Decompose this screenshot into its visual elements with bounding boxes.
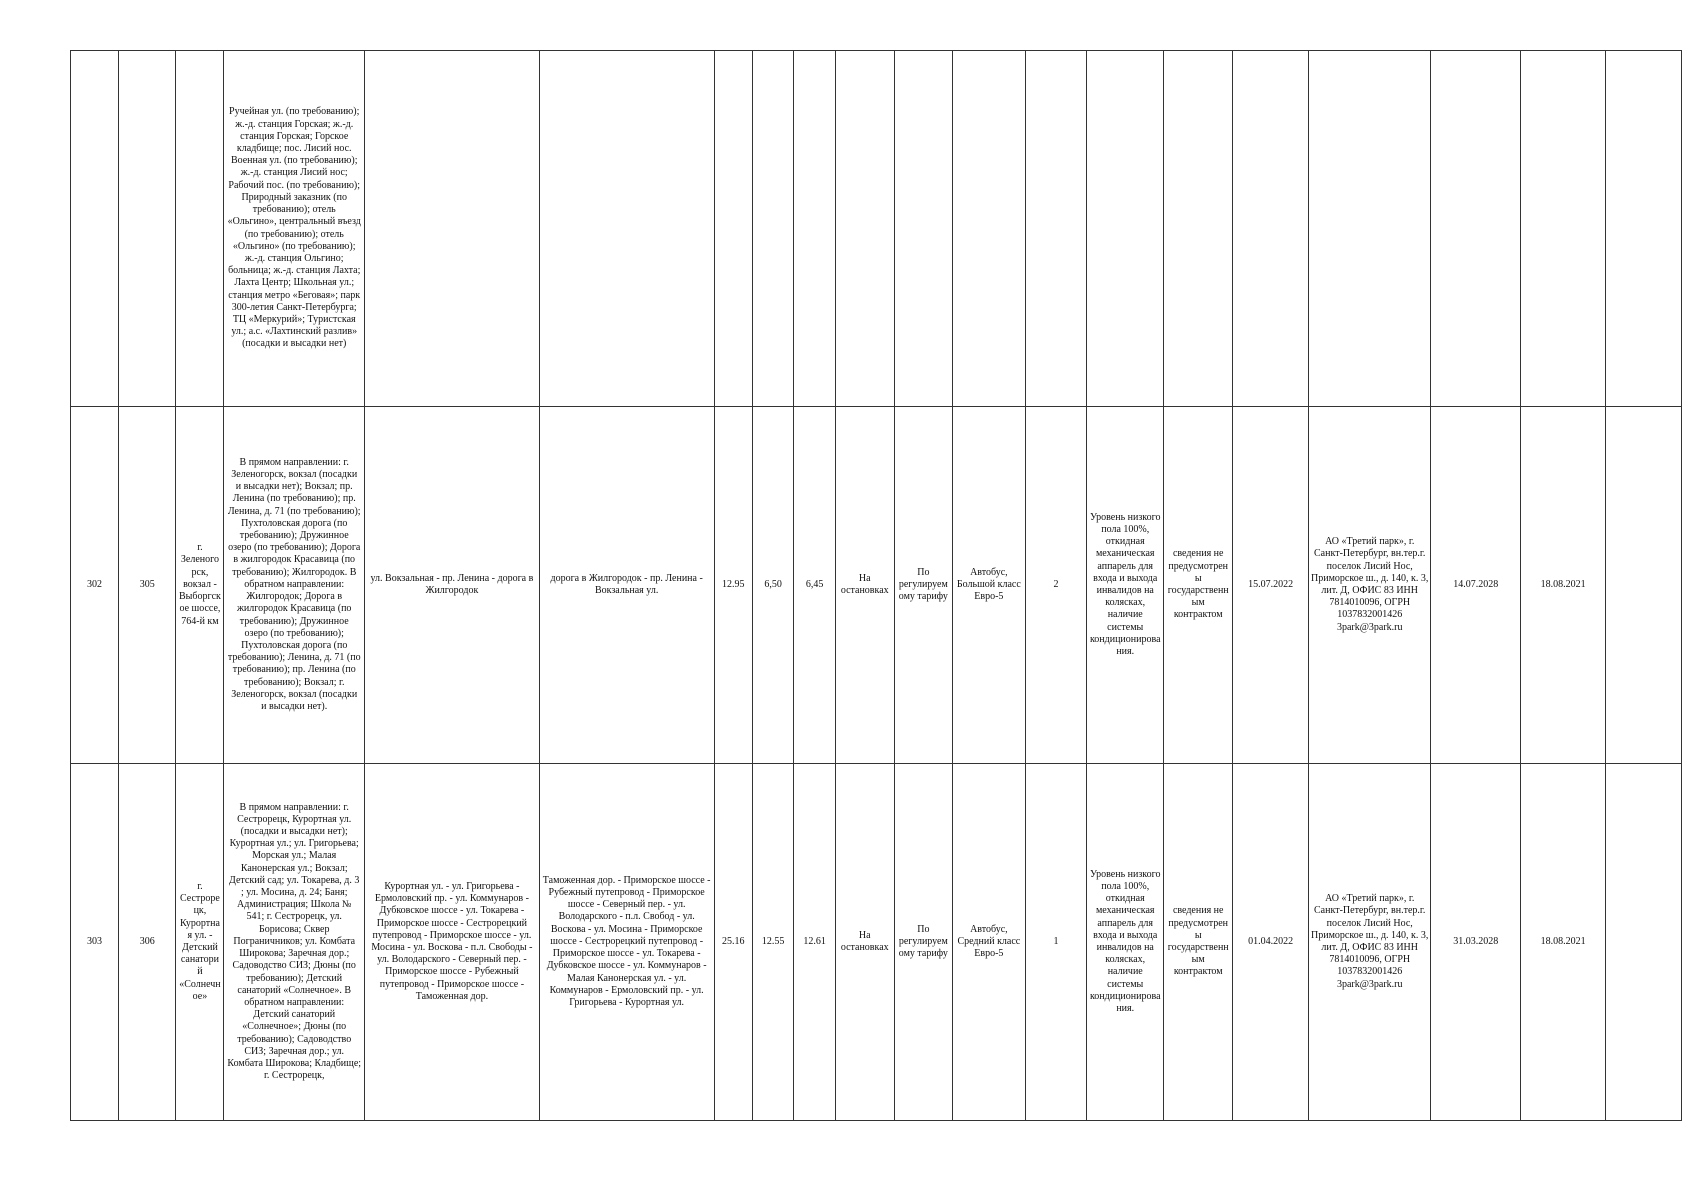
- start-date: [1233, 51, 1309, 407]
- length-backward: 12.61: [794, 764, 836, 1121]
- table-row: [71, 51, 1682, 407]
- vehicle-type: Автобус, Средний класс Евро-5: [953, 764, 1025, 1121]
- changed-date: [1520, 51, 1605, 407]
- stop-order: На остановках: [835, 407, 894, 764]
- route-number: 306: [118, 764, 176, 1121]
- start-date: 01.04.2022: [1233, 764, 1309, 1121]
- start-date: 15.07.2022: [1233, 407, 1309, 764]
- row-number: 303: [71, 764, 119, 1121]
- route-name: г. Сестрорецк, Курортная ул. - Детский санаторий «Солнечное»: [176, 764, 224, 1121]
- row-number: [71, 51, 119, 407]
- stop-order: [835, 51, 894, 407]
- contract-info: [1164, 51, 1233, 407]
- length-backward: [794, 51, 836, 407]
- route-number: 305: [118, 407, 176, 764]
- contract-info: сведения не предусмотрены государственным контрактом: [1164, 407, 1233, 764]
- route-name: г. Зеленогорск, вокзал - Выборгское шоссе, 764-й км: [176, 407, 224, 764]
- tariff-type: По регулируемому тарифу: [894, 764, 953, 1121]
- routes-register-table: [70, 50, 1682, 1121]
- stop-order: На остановках: [835, 764, 894, 1121]
- carrier-info: АО «Третий парк», г. Санкт-Петербург, вн.тер.г. поселок Лисий Нос, Приморское ш., д. 140, к. 3, лит. Д, ОФИС 83 ИНН 7814010096, ОГРН 1037832001426 3park@3park.ru: [1308, 764, 1431, 1121]
- vehicle-type: [953, 51, 1025, 407]
- route-stops: В прямом направлении: г. Зеленогорск, вокзал (посадки и высадки нет); Вокзал; пр. Ленина (по требованию); пр. Ленина, д. 71 (по требованию); Пухтоловская дорога (по требованию); Дружинное озеро (по требованию); Дорога в жилгородок Красавица (по требованию); Жилгородок. В обратном направлении: Жилгородок; Дорога в жилгородок Красавица (по требованию); Дружинное озеро (по требованию); Пухтоловская дорога (по требованию); Ленина, д. 71 (по требованию); пр. Ленина (по требованию); Вокзал; г. Зеленогорск, вокзал (посадки и высадки нет).: [224, 407, 365, 764]
- empty-cell: [1606, 764, 1682, 1121]
- row-number: 302: [71, 407, 119, 764]
- contract-info: сведения не предусмотрены государственным контрактом: [1164, 764, 1233, 1121]
- carrier-info: АО «Третий парк», г. Санкт-Петербург, вн.тер.г. поселок Лисий Нос, Приморское ш., д. 140, к. 3, лит. Д, ОФИС 83 ИНН 7814010096, ОГРН 1037832001426 3park@3park.ru: [1308, 407, 1431, 764]
- table-row: [71, 764, 1682, 1121]
- length-total: 12.95: [714, 407, 752, 764]
- vehicle-count: 2: [1025, 407, 1087, 764]
- changed-date: 18.08.2021: [1520, 764, 1605, 1121]
- vehicle-features: [1087, 51, 1164, 407]
- changed-date: 18.08.2021: [1520, 407, 1605, 764]
- tariff-type: По регулируемому тарифу: [894, 407, 953, 764]
- streets-backward: дорога в Жилгородок - пр. Ленина - Вокзальная ул.: [539, 407, 714, 764]
- end-date: 31.03.2028: [1431, 764, 1521, 1121]
- end-date: 14.07.2028: [1431, 407, 1521, 764]
- end-date: [1431, 51, 1521, 407]
- length-forward: [752, 51, 794, 407]
- vehicle-count: 1: [1025, 764, 1087, 1121]
- streets-forward: Курортная ул. - ул. Григорьева - Ермоловский пр. - ул. Коммунаров - Дубковское шоссе - ул. Токарева - Приморское шоссе - Сестрорецкий путепровод - Приморское шоссе - ул. Мосина - ул. Воскова - п.л. Свободы - ул. Володарского - Северный пер. - Приморское шоссе - Рубежный путепровод - Приморское шоссе - Таможенная дор.: [365, 764, 540, 1121]
- route-name: [176, 51, 224, 407]
- streets-forward: [365, 51, 540, 407]
- length-forward: 6,50: [752, 407, 794, 764]
- streets-backward: [539, 51, 714, 407]
- empty-cell: [1606, 51, 1682, 407]
- empty-cell: [1606, 407, 1682, 764]
- vehicle-features: Уровень низкого пола 100%, откидная механическая аппарель для входа и выхода инвалидов на колясках, наличие системы кондиционирования.: [1087, 407, 1164, 764]
- vehicle-type: Автобус, Большой класс Евро-5: [953, 407, 1025, 764]
- vehicle-features: Уровень низкого пола 100%, откидная механическая аппарель для входа и выхода инвалидов на колясках, наличие системы кондиционирования.: [1087, 764, 1164, 1121]
- route-stops: Ручейная ул. (по требованию); ж.-д. станция Горская; ж.-д. станция Горская; Горское кладбище; пос. Лисий нос. Военная ул. (по требованию); ж.-д. станция Лисий нос; Рабочий пос. (по требованию); Природный заказник (по требованию); отель «Ольгино», центральный въезд (по требованию); отель «Ольгино» (по требованию); ж.-д. станция Ольгино; больница; ж.-д. станция Лахта; Лахта Центр; Школьная ул.; станция метро «Беговая»; парк 300-летия Санкт-Петербурга; ТЦ «Меркурий»; Туристская ул.; а.с. «Лахтинский разлив» (посадки и высадки нет): [224, 51, 365, 407]
- tariff-type: [894, 51, 953, 407]
- table-row: [71, 407, 1682, 764]
- vehicle-count: [1025, 51, 1087, 407]
- route-stops: В прямом направлении: г. Сестрорецк, Курортная ул. (посадки и высадки нет); Курортная ул.; ул. Григорьева; Морская ул.; Малая Канонерская ул.; Вокзал; Детский сад; ул. Токарева, д. 3 ; ул. Мосина, д. 24; Баня; Администрация; Школа № 541; г. Сестрорецк, ул. Борисова; Сквер Пограничников; ул. Комбата Широкова; Заречная дор.; Садоводство СИЗ; Дюны (по требованию); Детский санаторий «Солнечное». В обратном направлении: Детский санаторий «Солнечное»; Дюны (по требованию); Садоводство СИЗ; Заречная дор.; ул. Комбата Широкова; Кладбище; г. Сестрорецк,: [224, 764, 365, 1121]
- carrier-info: [1308, 51, 1431, 407]
- route-number: [118, 51, 176, 407]
- length-total: [714, 51, 752, 407]
- length-backward: 6,45: [794, 407, 836, 764]
- streets-forward: ул. Вокзальная - пр. Ленина - дорога в Жилгородок: [365, 407, 540, 764]
- length-total: 25.16: [714, 764, 752, 1121]
- streets-backward: Таможенная дор. - Приморское шоссе - Рубежный путепровод - Приморское шоссе - Северный пер. - ул. Володарского - п.л. Свобод - ул. Воскова - ул. Мосина - Приморское шоссе - Сестрорецкий путепровод - Приморское шоссе - ул. Токарева - Дубковское шоссе - ул. Коммунаров - Малая Канонерская ул. - ул. Коммунаров - Ермоловский пр. - ул. Григорьева - Курортная ул.: [539, 764, 714, 1121]
- length-forward: 12.55: [752, 764, 794, 1121]
